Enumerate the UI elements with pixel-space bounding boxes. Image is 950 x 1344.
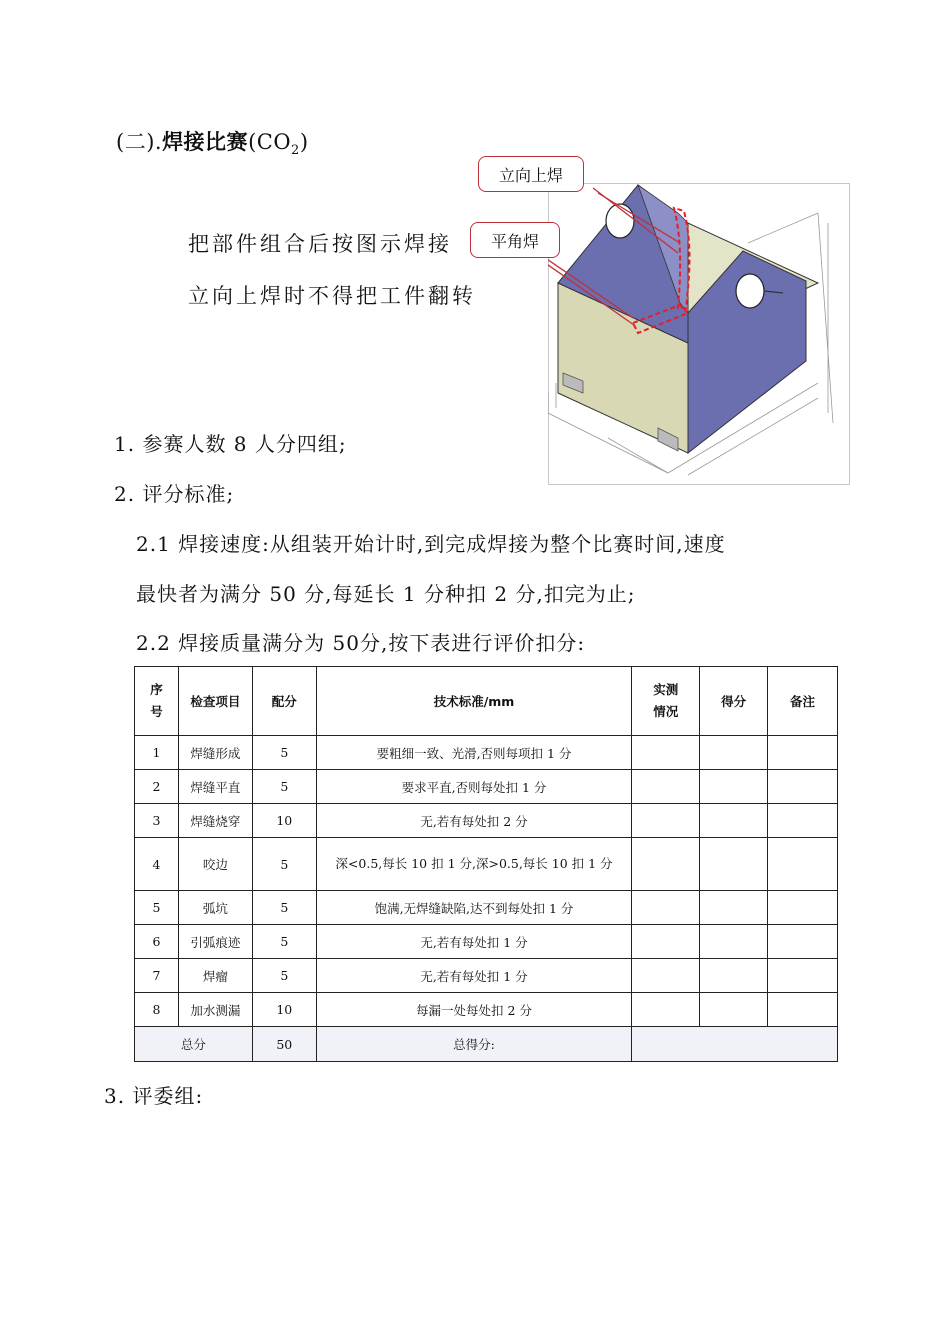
cell-item: 引弧痕迹 (178, 925, 252, 959)
item-2-2: 2.2 焊接质量满分为 50分,按下表进行评价扣分: (136, 631, 586, 655)
cell-note[interactable] (768, 770, 838, 804)
callout-fillet-weld: 平角焊 (470, 222, 560, 258)
cell-item: 焊缝烧穿 (178, 804, 252, 838)
cell-note[interactable] (768, 804, 838, 838)
table-header-row (135, 667, 838, 736)
table-row (135, 770, 838, 804)
cell-got[interactable] (700, 891, 768, 925)
cell-no: 3 (135, 804, 179, 838)
cell-actual[interactable] (632, 770, 700, 804)
cell-standard: 深<0.5,每长 10 扣 1 分,深>0.5,每长 10 扣 1 分 (316, 838, 631, 891)
table-row (135, 736, 838, 770)
total-score: 50 (252, 1027, 316, 1062)
table-row (135, 925, 838, 959)
cell-item: 咬边 (178, 838, 252, 891)
header-standard: 技术标准/mm (316, 667, 631, 736)
cell-item: 焊缝平直 (178, 770, 252, 804)
cell-actual[interactable] (632, 838, 700, 891)
cell-got[interactable] (700, 993, 768, 1027)
item-2-1-line1: 2.1 焊接速度:从组装开始计时,到完成焊接为整个比赛时间,速度 (136, 532, 726, 556)
section-title-subscript: 2 (291, 143, 300, 159)
weld-assembly-drawing (548, 183, 850, 485)
table-row (135, 891, 838, 925)
item-2: 2. 评分标准; (114, 482, 235, 506)
header-item: 检查项目 (178, 667, 252, 736)
cell-no: 8 (135, 993, 179, 1027)
cell-got[interactable] (700, 736, 768, 770)
cell-score: 5 (252, 838, 316, 891)
table-row (135, 804, 838, 838)
cell-item: 焊瘤 (178, 959, 252, 993)
cell-got[interactable] (700, 959, 768, 993)
cell-score: 10 (252, 993, 316, 1027)
cell-actual[interactable] (632, 925, 700, 959)
total-got-label: 总得分: (316, 1027, 631, 1062)
cell-actual[interactable] (632, 804, 700, 838)
item-2-1-line2: 最快者为满分 50 分,每延长 1 分种扣 2 分,扣完为止; (136, 582, 636, 606)
cell-note[interactable] (768, 838, 838, 891)
cell-actual[interactable] (632, 959, 700, 993)
cell-standard: 要求平直,否则每处扣 1 分 (316, 770, 631, 804)
cell-score: 5 (252, 736, 316, 770)
cell-item: 焊缝形成 (178, 736, 252, 770)
cell-note[interactable] (768, 925, 838, 959)
cell-no: 4 (135, 838, 179, 891)
table-total-row (135, 1027, 838, 1062)
section-title-close: ) (299, 130, 309, 154)
cell-note[interactable] (768, 891, 838, 925)
cell-score: 5 (252, 959, 316, 993)
hole-side (736, 274, 764, 308)
table-row (135, 993, 838, 1027)
cell-standard: 饱满,无焊缝缺陷,达不到每处扣 1 分 (316, 891, 631, 925)
item-1: 1. 参赛人数 8 人分四组; (114, 432, 347, 456)
header-actual: 实测情况 (632, 667, 700, 736)
cell-standard: 每漏一处每处扣 2 分 (316, 993, 631, 1027)
cell-no: 7 (135, 959, 179, 993)
header-score: 配分 (252, 667, 316, 736)
cell-no: 5 (135, 891, 179, 925)
cell-note[interactable] (768, 736, 838, 770)
cell-actual[interactable] (632, 891, 700, 925)
cell-got[interactable] (700, 838, 768, 891)
table-row (135, 838, 838, 891)
scoring-table (134, 666, 838, 1062)
instruction-line-1: 把部件组合后按图示焊接 (188, 232, 452, 256)
cell-actual[interactable] (632, 993, 700, 1027)
cell-standard: 无,若有每处扣 1 分 (316, 925, 631, 959)
cell-item: 弧坑 (178, 891, 252, 925)
cell-no: 1 (135, 736, 179, 770)
cell-got[interactable] (700, 925, 768, 959)
cell-actual[interactable] (632, 736, 700, 770)
section-title (116, 126, 309, 158)
table-row (135, 959, 838, 993)
weld-assembly-figure (548, 183, 850, 485)
cell-standard: 要粗细一致、光滑,否则每项扣 1 分 (316, 736, 631, 770)
cell-score: 5 (252, 770, 316, 804)
callout-vertical-weld: 立向上焊 (478, 156, 584, 192)
total-got-value[interactable] (632, 1027, 838, 1062)
header-no: 序号 (135, 667, 179, 736)
instruction-line-2: 立向上焊时不得把工件翻转 (188, 284, 476, 308)
total-label: 总分 (135, 1027, 253, 1062)
section-title-bold: 焊接比赛 (162, 130, 249, 154)
cell-score: 10 (252, 804, 316, 838)
cell-note[interactable] (768, 993, 838, 1027)
cell-score: 5 (252, 891, 316, 925)
cell-no: 6 (135, 925, 179, 959)
section-title-formula: (CO (248, 130, 292, 154)
cell-got[interactable] (700, 804, 768, 838)
header-note: 备注 (768, 667, 838, 736)
cell-standard: 无,若有每处扣 1 分 (316, 959, 631, 993)
header-got: 得分 (700, 667, 768, 736)
cell-no: 2 (135, 770, 179, 804)
cell-got[interactable] (700, 770, 768, 804)
cell-score: 5 (252, 925, 316, 959)
section-prefix: (二). (116, 130, 163, 154)
cell-standard: 无,若有每处扣 2 分 (316, 804, 631, 838)
cell-note[interactable] (768, 959, 838, 993)
cell-item: 加水测漏 (178, 993, 252, 1027)
item-3: 3. 评委组: (104, 1084, 204, 1108)
